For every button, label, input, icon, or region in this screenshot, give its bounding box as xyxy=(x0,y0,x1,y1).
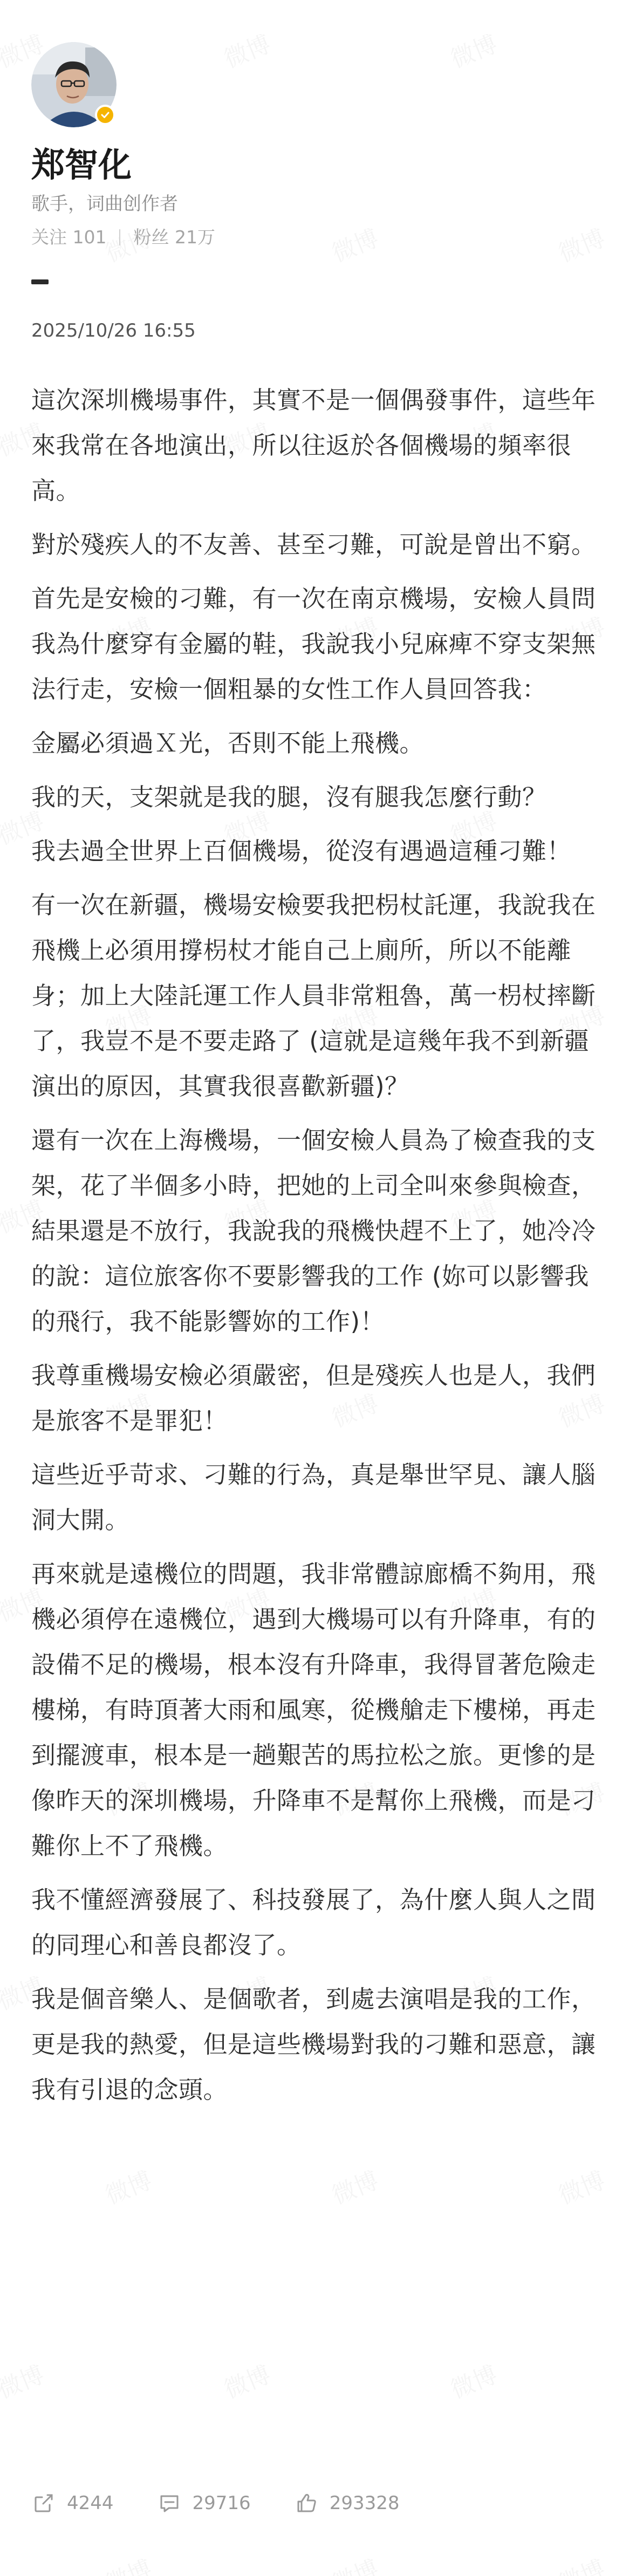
post-paragraph: 還有一次在上海機場，一個安檢人員為了檢查我的支架，花了半個多小時，把她的上司全叫來參與檢查，結果還是不放行，我說我的飛機快趕不上了，她冷冷的說：這位旅客你不要影響我的工作 (妳可以影響我的飛行，我不能影響妳的工作)！ xyxy=(31,1126,596,1336)
watermark-text xyxy=(100,2161,157,2211)
watermark-text xyxy=(326,2161,384,2211)
watermark-text xyxy=(0,2355,49,2405)
profile-name[interactable]: 郑智化 xyxy=(31,145,132,185)
following-count[interactable]: 关注 101 xyxy=(31,227,107,248)
watermark-text xyxy=(218,2355,276,2405)
profile-stats xyxy=(31,226,603,249)
post-paragraph: 我的天，支架就是我的腿，沒有腿我怎麼行動？ xyxy=(31,783,547,811)
post-paragraph: 對於殘疾人的不友善、甚至刁難，可說是曾出不窮。 xyxy=(31,530,596,559)
post-paragraph: 有一次在新疆，機場安檢要我把枴杖託運，我說我在飛機上必須用撐枴杖才能自己上廁所，所以不能離身；加上大陸託運工作人員非常粗魯，萬一枴杖摔斷了，我豈不是不要走路了 (這就是這幾年我不到新疆演出的原因，其實我很喜歡新疆)？ xyxy=(31,891,596,1101)
post-paragraph: 我是個音樂人、是個歌者，到處去演唱是我的工作，更是我的熱愛，但是這些機場對我的刁難和惡意，讓我有引退的念頭。 xyxy=(31,1985,596,2104)
post-paragraph: 首先是安檢的刁難，有一次在南京機場，安檢人員問我為什麼穿有金屬的鞋，我說我小兒麻痺不穿支架無法行走，安檢一個粗暴的女性工作人員回答我： xyxy=(31,584,596,703)
profile-bio: 歌手，词曲创作者 xyxy=(31,193,178,215)
post-paragraph: 我尊重機場安檢必須嚴密，但是殘疾人也是人，我們是旅客不是罪犯！ xyxy=(31,1361,596,1435)
repost-count: 4244 xyxy=(67,2492,114,2514)
post-paragraph: 我去過全世界上百個機場，從沒有遇過這種刁難！ xyxy=(31,837,572,865)
comment-button[interactable] xyxy=(157,2491,251,2516)
watermark-text xyxy=(445,2355,502,2405)
post-paragraph: 金屬必須過Ｘ光，否則不能上飛機。 xyxy=(31,729,425,757)
followers-count[interactable]: 粉丝 21万 xyxy=(133,227,215,248)
watermark-text xyxy=(553,2161,610,2211)
post-content xyxy=(31,378,603,2121)
thumbs-up-icon xyxy=(294,2491,319,2516)
watermark-text xyxy=(553,2550,610,2576)
profile-header xyxy=(31,42,603,343)
post-date: 2025/10/26 16:55 xyxy=(31,320,196,341)
comment-icon xyxy=(157,2491,182,2516)
like-button[interactable] xyxy=(294,2491,400,2516)
post-paragraph: 我不懂經濟發展了、科技發展了，為什麼人與人之間的同理心和善良都沒了。 xyxy=(31,1885,596,1959)
stats-divider xyxy=(119,229,120,245)
share-icon xyxy=(31,2491,56,2516)
watermark-text xyxy=(326,2550,384,2576)
like-count: 293328 xyxy=(329,2492,400,2514)
post-paragraph: 這些近乎苛求、刁難的行為，真是舉世罕見、讓人腦洞大開。 xyxy=(31,1460,596,1534)
comment-count: 29716 xyxy=(192,2492,251,2514)
verified-badge-icon xyxy=(95,105,115,125)
post-paragraph: 再來就是遠機位的問題，我非常體諒廊橋不夠用，飛機必須停在遠機位，遇到大機場可以有升降車，有的設備不足的機場，根本沒有升降車，我得冒著危險走樓梯，有時頂著大雨和風寒，從機艙走下樓梯，再走到擺渡車，根本是一趟艱苦的馬拉松之旅。更慘的是像昨天的深圳機場，升降車不是幫你上飛機，而是刁難你上不了飛機。 xyxy=(31,1560,596,1860)
repost-button[interactable] xyxy=(31,2491,114,2516)
action-bar xyxy=(31,2482,603,2525)
watermark-text xyxy=(100,2550,157,2576)
section-divider xyxy=(31,279,49,284)
avatar[interactable] xyxy=(31,42,117,127)
post-paragraph: 這次深圳機場事件，其實不是一個偶發事件，這些年來我常在各地演出，所以往返於各個機場的頻率很高。 xyxy=(31,386,596,505)
